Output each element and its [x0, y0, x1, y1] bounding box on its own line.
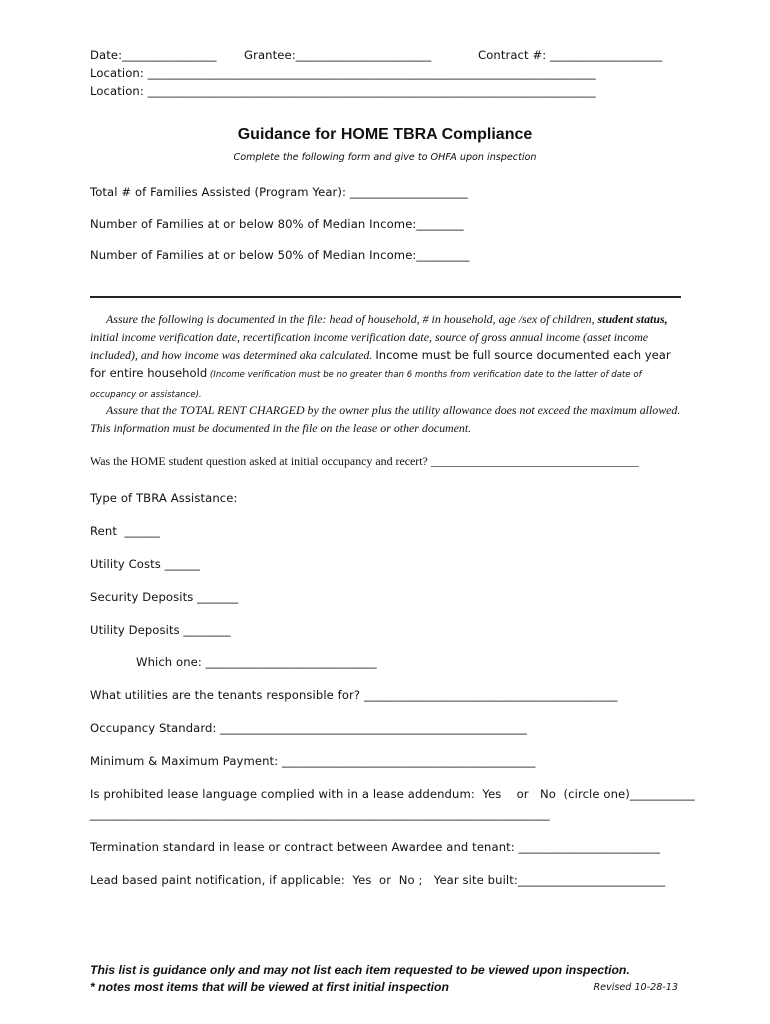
location-field-1[interactable]: Location: ____________________________________________________________________________ — [90, 66, 596, 80]
instructions-text-c: initial income verification date, recertification income verification date, source of gross annual income (asset income included), and how income was determined aka calculated. — [90, 330, 649, 362]
total-families-field[interactable]: Total # of Families Assisted (Program Year): ____________________ — [90, 185, 468, 199]
revision-date: Revised 10-28-13 — [593, 982, 678, 993]
families-80-field[interactable]: Number of Families at or below 80% of Median Income:________ — [90, 217, 464, 231]
min-max-payment-field[interactable]: Minimum & Maximum Payment: ___________________________________________ — [90, 754, 536, 768]
student-status-text: student status, — [597, 312, 668, 326]
location-field-2[interactable]: Location: ____________________________________________________________________________ — [90, 84, 596, 98]
utilities-responsible-field[interactable]: What utilities are the tenants responsible for? ___________________________________________ — [90, 688, 618, 702]
rent-field[interactable]: Rent ______ — [90, 524, 160, 538]
families-50-field[interactable]: Number of Families at or below 50% of Median Income:_________ — [90, 248, 470, 262]
lead-paint-field[interactable]: Lead based paint notification, if applicable: Yes or No ; Year site built:_________________________ — [90, 873, 666, 887]
documentation-instructions — [90, 310, 682, 404]
lease-language-continuation[interactable]: ______________________________________________________________________________ — [90, 807, 550, 821]
page-title: Guidance for HOME TBRA Compliance — [237, 126, 533, 143]
security-deposits-field[interactable]: Security Deposits _______ — [90, 590, 239, 604]
section-divider — [90, 296, 681, 298]
utility-costs-field[interactable]: Utility Costs ______ — [90, 557, 201, 571]
student-question-field[interactable]: Was the HOME student question asked at initial occupancy and recert? ___________________________________ — [90, 454, 639, 468]
grantee-field[interactable]: Grantee:_______________________ — [244, 48, 432, 62]
rent-instructions: Assure that the TOTAL RENT CHARGED by the owner plus the utility allowance does not exceed the maximum allowed. This information must be documented in the file on the lease or other document. — [90, 403, 681, 435]
utility-deposits-field[interactable]: Utility Deposits ________ — [90, 623, 231, 637]
date-field[interactable]: Date:________________ — [90, 48, 217, 62]
income-verification-note: (Income verification must be no greater than 6 months from verification date to the latter of date of occupancy or assistance). — [90, 370, 642, 400]
occupancy-standard-field[interactable]: Occupancy Standard: ____________________________________________________ — [90, 721, 527, 735]
guidance-disclaimer: This list is guidance only and may not list each item requested to be viewed upon inspection. — [90, 963, 630, 977]
termination-standard-field[interactable]: Termination standard in lease or contract between Awardee and tenant: ________________________ — [90, 840, 661, 854]
assistance-heading: Type of TBRA Assistance: — [90, 491, 238, 505]
which-one-field[interactable]: Which one: _____________________________ — [136, 655, 377, 669]
contract-field[interactable]: Contract #: ___________________ — [478, 48, 663, 62]
lease-language-field[interactable]: Is prohibited lease language complied with in a lease addendum: Yes or No (circle one)___________ — [90, 787, 695, 801]
full-source-documented-text: Income must be full source documented each year for entire household — [90, 348, 671, 380]
page-subtitle: Complete the following form and give to OHFA upon inspection — [233, 152, 537, 163]
instructions-text-a: Assure the following is documented in the file: head of household, # in household, age /sex of children, — [106, 312, 598, 326]
initial-inspection-note: * notes most items that will be viewed at first initial inspection — [90, 980, 449, 994]
